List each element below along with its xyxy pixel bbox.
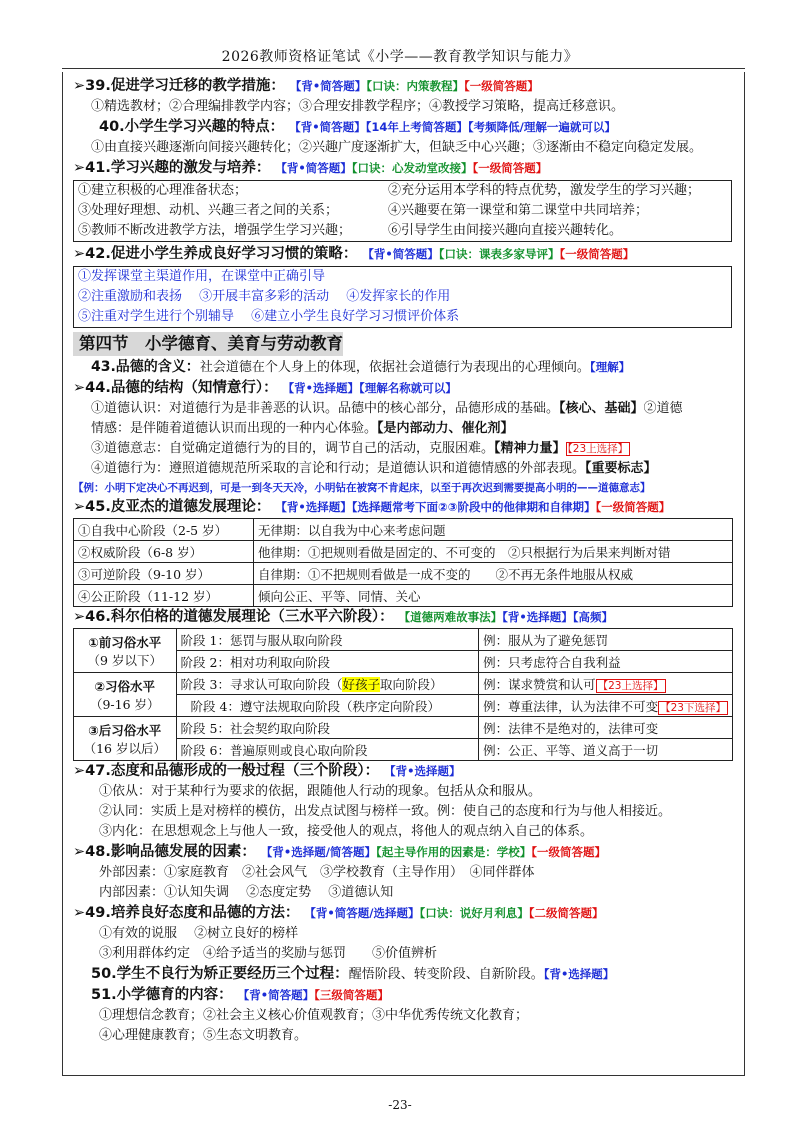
table-row: 阶段 6：普遍原则或良心取向阶段 例：公正、平等、道义高于一切: [74, 739, 733, 761]
q41-item: ④兴趣要在第一课堂和第二课堂中共同培养；: [388, 203, 649, 218]
q49-line-2: ③利用群体约定 ④给予适当的奖励与惩罚 ⑤价值辨析: [99, 946, 438, 961]
table-row: ①前习俗水平 （9 岁以下） 阶段 1：惩罚与服从取向阶段 例：服从为了避免惩罚: [74, 629, 733, 651]
q39-body: ①精选教材；②合理编排教学内容；③合理安排教学程序；④教授学习策略，提高迁移意识。: [91, 99, 625, 114]
q39-tag-1: 【背•简答题】: [289, 79, 367, 93]
q42-row: ②注重激励和表扬 ③开展丰富多彩的活动 ④发挥家长的作用: [78, 289, 451, 304]
highlight-good-child: 好孩子: [342, 676, 380, 692]
q41-item: ⑤教师不断改进教学方法，增强学生学习兴趣；: [78, 223, 352, 238]
q46-title: 46.科尔伯格的道德发展理论（三水平六阶段）：: [85, 609, 394, 625]
q48-internal: 内部因素：①认知失调 ②态度定势 ③道德认知: [99, 885, 394, 900]
q44-line-1: ①道德认识：对道德行为是非善恶的认识。品德中的核心部分，品德形成的基础。【核心、基础】②道德: [91, 401, 683, 416]
q42-box: [73, 266, 732, 328]
q45-table: [73, 518, 733, 607]
q49-heading: [73, 903, 732, 924]
q40-title: 40.小学生学习兴趣的特点：: [99, 119, 285, 135]
q47-title: 47.态度和品德形成的一般过程（三个阶段）：: [85, 763, 380, 779]
q48-tag-3: 【一级简答题】: [531, 845, 606, 859]
q49-title: 49.培养良好态度和品德的方法：: [85, 905, 300, 921]
q42-heading: [73, 244, 732, 265]
q50-title: 50.学生不良行为矫正要经历三个过程：: [91, 966, 349, 982]
q48-external: 外部因素：①家庭教育 ②社会风气 ③学校教育（主导作用） ④同伴群体: [99, 865, 535, 880]
q44-tag-1: 【背•选择题】: [282, 381, 360, 395]
q42-tag-1: 【背•简答题】: [362, 247, 439, 261]
table-row: ④公正阶段（11-12 岁） 倾向公正、平等、同情、关心: [74, 585, 733, 607]
q48-title: 48.影响品德发展的因素：: [85, 844, 256, 860]
page-header: 2026教师资格证笔试《小学——教育教学知识与能力》: [221, 49, 579, 65]
q44-title: 44.品德的结构（知情意行）：: [85, 380, 278, 396]
q39-tag-3: 【一级简答题】: [464, 79, 539, 93]
q41-tag-2: 【口诀：心发动堂改接】: [351, 161, 473, 175]
q41-item: ②充分运用本学科的特点优势，激发学生的学习兴趣；: [388, 183, 701, 198]
q41-title: 41.学习兴趣的激发与培养：: [85, 160, 271, 176]
arrow-icon: ➢: [73, 905, 86, 921]
arrow-icon: ➢: [73, 844, 86, 860]
q46-tag-2: 【背•选择题】: [502, 610, 573, 624]
q49-tag-2: 【口诀：说好月利息】: [419, 906, 529, 920]
q48-heading: [73, 842, 732, 863]
q41-heading: [73, 158, 732, 179]
table-row: 阶段 2：相对功利取向阶段 例：只考虑符合自我利益: [74, 651, 733, 673]
q45-heading: [73, 497, 732, 518]
q51-line-1: ①理想信念教育；②社会主义核心价值观教育；③中华优秀传统文化教育；: [99, 1008, 529, 1023]
q42-tag-3: 【一级简答题】: [559, 247, 635, 261]
header-rule: [62, 68, 745, 69]
q49-tag-1: 【背•简答题/选择题】: [304, 906, 420, 920]
q51-tag-2: 【三级简答题】: [314, 988, 389, 1002]
q41-tag-1: 【背•简答题】: [275, 161, 352, 175]
q39-tag-2: 【口诀：内策教程】: [366, 79, 465, 93]
q45-tag-3: 【一级简答题】: [595, 500, 671, 514]
q46-tag-3: 【高频】: [572, 610, 614, 624]
q42-row: ⑤注重对学生进行个别辅导 ⑥建立小学生良好学习习惯评价体系: [78, 309, 460, 324]
q42-title: 42.促进小学生养成良好学习习惯的策略：: [85, 246, 358, 262]
q41-item: ①建立积极的心理准备状态；: [78, 183, 248, 198]
q40-tag-2: 【14年上考简答题】: [365, 120, 468, 134]
q51-title: 51.小学德育的内容：: [91, 987, 233, 1003]
q51-line-2: ④心理健康教育；⑤生态文明教育。: [99, 1028, 308, 1043]
q44-line-2: 情感：是伴随着道德认识而出现的一种内心体验。【是内部动力、催化剂】: [91, 421, 514, 436]
arrow-icon: ➢: [73, 78, 86, 94]
q43-line: [73, 357, 732, 378]
q43-tag: 【理解】: [589, 360, 631, 374]
q45-tag-1: 【背•选择题】: [275, 500, 352, 514]
q43-title: 43.品德的含义：: [91, 359, 200, 375]
q51-heading: [73, 985, 732, 1006]
page-number: -23-: [388, 1098, 412, 1112]
arrow-icon: ➢: [73, 380, 86, 396]
table-row: 阶段 4：遵守法规取向阶段（秩序定向阶段） 例：尊重法律，认为法律不可变 【23下选择】: [74, 695, 733, 717]
q47-item: ①依从：对于某种行为要求的依据，跟随他人行动的现象。包括从众和服从。: [99, 784, 542, 799]
q44-line-3: ③道德意志：自觉确定道德行为的目的，调节自己的活动，克服困难。【精神力量】 【23上选择】: [91, 441, 629, 456]
arrow-icon: ➢: [73, 246, 86, 262]
q48-tag-1: 【背•选择题/简答题】: [260, 845, 376, 859]
q40-tag-1: 【背•简答题】: [289, 120, 366, 134]
q39-title: 39.促进学习迁移的教学措施：: [85, 78, 285, 94]
arrow-icon: ➢: [73, 499, 86, 515]
table-row: ①自我中心阶段（2-5 岁） 无律期：以自我为中心来考虑问题: [74, 519, 733, 541]
q46-tag-1: 【道德两难故事法】: [398, 610, 503, 624]
q49-line-1: ①有效的说服 ②树立良好的榜样: [99, 926, 299, 941]
content-frame: [62, 72, 745, 1076]
q44-note: 【例：小明下定决心不再迟到，可是一到冬天天冷，小明钻在被窝不肯起床，以至于再次迟到需要提高小明的——道德意志】: [73, 482, 651, 494]
q47-tag-1: 【背•选择题】: [384, 764, 461, 778]
q50-tag: 【背•选择题】: [543, 967, 615, 981]
q50-body: 醒悟阶段、转变阶段、自新阶段。: [348, 967, 544, 982]
section-title: 第四节 小学德育、美育与劳动教育: [73, 332, 343, 356]
table-row: ②权威阶段（6-8 岁） 他律期：①把规则看做是固定的、不可变的 ②只根据行为后果来判断对错: [74, 541, 733, 563]
q39-heading: [73, 76, 732, 97]
table-row: ③可逆阶段（9-10 岁） 自律期：①不把规则看做是一成不变的 ②不再无条件地服从权威: [74, 563, 733, 585]
q47-heading: [73, 761, 732, 782]
arrow-icon: ➢: [73, 609, 86, 625]
q47-item: ③内化：在思想观念上与他人一致，接受他人的观点，将他人的观点纳入自己的体系。: [99, 824, 594, 839]
q45-title: 45.皮亚杰的道德发展理论：: [85, 499, 271, 515]
q47-item: ②认同：实质上是对榜样的模仿，出发点试图与榜样一致。例：使自己的态度和行为与他人相接近。: [99, 804, 672, 819]
q44-heading: [73, 378, 732, 399]
q40-body: ①由直接兴趣逐渐向间接兴趣转化；②兴趣广度逐渐扩大，但缺乏中心兴趣；③逐渐由不稳定向稳定发展。: [91, 140, 703, 155]
q51-tag-1: 【背•简答题】: [237, 988, 315, 1002]
q45-tag-2: 【选择题常考下面②③阶段中的他律期和自律期】: [351, 500, 596, 514]
q44-line-4: ④道德行为：遵照道德规范所采取的言论和行动；是道德认识和道德情感的外部表现。【重要标志】: [91, 461, 657, 476]
arrow-icon: ➢: [73, 160, 86, 176]
q40-heading: [73, 117, 732, 138]
table-row: ③后习俗水平 （16 岁以后） 阶段 5：社会契约取向阶段 例：法律不是绝对的，法律可变: [74, 717, 733, 739]
q43-body: 社会道德在个人身上的体现，依据社会道德行为表现出的心理倾向。: [199, 360, 590, 375]
q48-tag-2: 【起主导作用的因素是：学校】: [375, 845, 532, 859]
arrow-icon: ➢: [73, 763, 86, 779]
q41-item: ③处理好理想、动机、兴趣三者之间的关系；: [78, 203, 339, 218]
q46-heading: [73, 607, 732, 628]
q40-tag-3: 【考频降低/理解一遍就可以】: [467, 120, 616, 134]
table-row: ②习俗水平 （9-16 岁） 阶段 3：寻求认可取向阶段（好孩子取向阶段） 例：谋求赞赏和认可 【23上选择】: [74, 673, 733, 695]
q41-box: [73, 180, 732, 242]
q50-line: [73, 964, 732, 985]
q41-tag-3: 【一级简答题】: [472, 161, 548, 175]
q42-row: ①发挥课堂主渠道作用，在课堂中正确引导: [78, 269, 326, 284]
q42-tag-2: 【口诀：课表多家导评】: [438, 247, 560, 261]
q46-table: [73, 628, 733, 761]
q44-tag-2: 【理解名称就可以】: [359, 381, 457, 395]
q41-item: ⑥引导学生由间接兴趣向直接兴趣转化。: [388, 223, 623, 238]
q49-tag-3: 【二级简答题】: [528, 906, 604, 920]
